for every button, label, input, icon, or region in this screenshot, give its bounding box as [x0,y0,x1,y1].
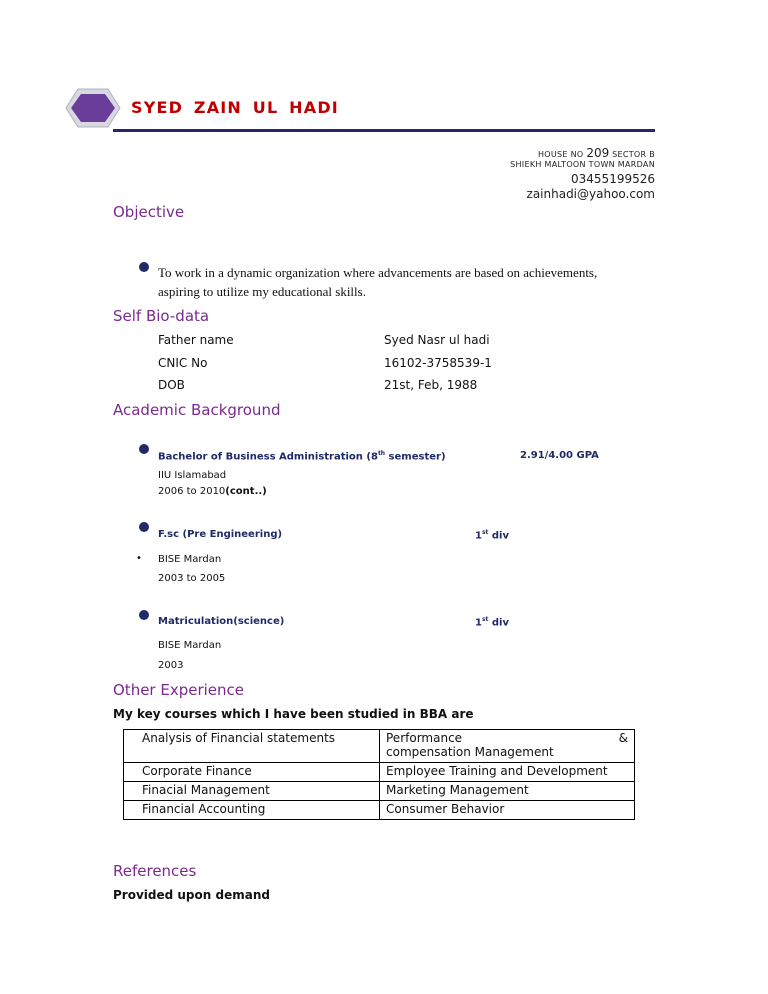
academic-heading: Academic Background [113,401,281,419]
table-cell: Performance & compensation Management [380,730,635,763]
address-line-1: HOUSE NO 209 SECTOR B [537,146,655,160]
table-cell: Corporate Finance [124,763,380,782]
table-row [124,801,635,820]
fsc-degree-title: F.sc (Pre Engineering) [158,529,283,540]
fsc-board: BISE Mardan [158,554,222,565]
objective-line-2: aspiring to utilize my educational skills. [158,284,366,299]
bba-gpa: 2.91/4.00 GPA [520,450,599,461]
fsc-division: 1st div [475,529,510,542]
experience-heading: Other Experience [113,681,245,699]
table-row [124,730,635,763]
matric-division: 1st div [475,616,510,629]
biodata-value: Syed Nasr ul hadi [384,333,490,347]
bullet-icon [139,522,149,532]
small-bullet-icon: • [136,553,142,564]
address-line-2: SHIEKH MALTOON TOWN MARDAN [510,160,655,169]
bullet-icon [139,444,149,454]
applicant-name: SYED ZAIN UL HADI [131,98,339,117]
biodata-label: DOB [158,378,185,392]
objective-line-1: To work in a dynamic organization where advancements are based on achievements, [158,265,598,280]
biodata-label: Father name [158,333,234,347]
table-cell: Financial Accounting [124,801,380,820]
table-row [124,763,635,782]
objective-heading: Objective [113,203,185,221]
references-heading: References [113,862,197,880]
table-cell: Consumer Behavior [380,801,635,820]
matric-degree-title: Matriculation(science) [158,616,285,627]
biodata-value: 16102-3758539-1 [384,356,492,370]
hexagon-logo-icon [64,86,122,130]
phone-number: 03455199526 [571,172,655,186]
biodata-value: 21st, Feb, 1988 [384,378,478,392]
header-rule [113,129,655,132]
table-cell: Finacial Management [124,782,380,801]
courses-table [123,729,663,820]
table-cell: Analysis of Financial statements [124,730,380,763]
bullet-icon [139,610,149,620]
bba-years: 2006 to 2010(cont..) [158,486,267,497]
bba-degree-title: Bachelor of Business Administration (8th semester) [158,450,446,463]
fsc-years: 2003 to 2005 [158,573,226,584]
courses-subheading: My key courses which I have been studied in BBA are [113,707,474,721]
table-row [124,782,635,801]
matric-board: BISE Mardan [158,640,222,651]
biodata-heading: Self Bio-data [113,307,210,325]
biodata-label: CNIC No [158,356,208,370]
references-text: Provided upon demand [113,888,270,902]
email-address: zainhadi@yahoo.com [526,187,655,201]
bullet-icon [139,262,149,272]
table-cell: Employee Training and Development [380,763,635,782]
table-cell: Marketing Management [380,782,635,801]
bba-institute: IIU Islamabad [158,470,227,481]
matric-years: 2003 [158,660,184,671]
